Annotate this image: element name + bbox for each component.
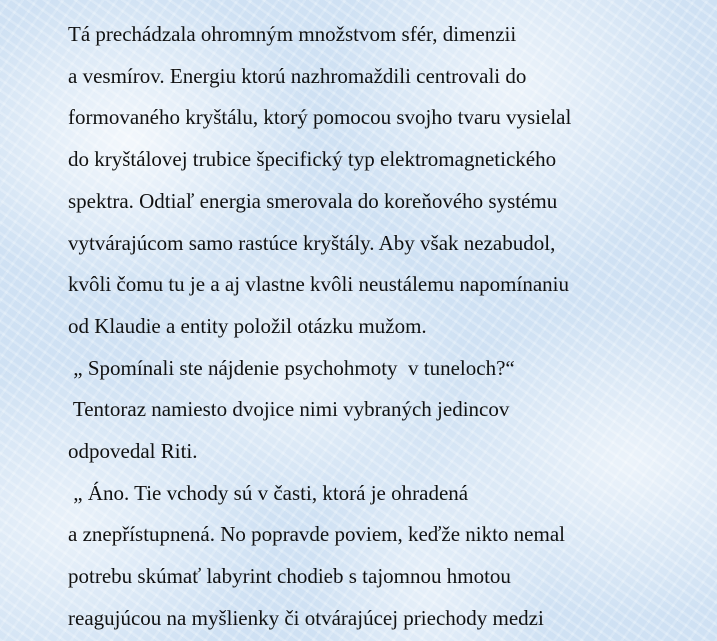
document-text [68, 14, 708, 640]
text-line: „ Spomínali ste nájdenie psychohmoty v tuneloch?“ [68, 355, 515, 380]
text-line: a znepřístupnená. No popravde poviem, keďže nikto nemal [68, 522, 565, 547]
text-line: formovaného kryštálu, ktorý pomocou svojho tvaru vysielal [68, 105, 572, 130]
text-line: „ Áno. Tie vchody sú v časti, ktorá je ohradená [68, 480, 469, 505]
text-line: od Klaudie a entity položil otázku mužom. [68, 313, 427, 338]
text-line: Tentoraz namiesto dvojice nimi vybraných jedincov [68, 397, 510, 422]
text-line: spektra. Odtiaľ energia smerovala do koreňového systému [68, 188, 558, 213]
text-line: vytvárajúcom samo rastúce kryštály. Aby však nezabudol, [68, 230, 556, 255]
text-line: reagujúcou na myšlienky či otvárajúcej priechody medzi [68, 605, 544, 630]
text-line: do kryštálovej trubice špecifický typ elektromagnetického [68, 147, 557, 172]
text-line: Tá prechádzala ohromným množstvom sfér, dimenzii [68, 22, 517, 46]
text-line: potrebu skúmať labyrint chodieb s tajomnou hmotou [68, 564, 511, 589]
text-line: kvôli čomu tu je a aj vlastne kvôli neustálemu napomínaniu [68, 272, 569, 297]
text-line: a vesmírov. Energiu ktorú nazhromaždili centrovali do [68, 63, 527, 88]
text-line: odpovedal Riti. [68, 439, 198, 464]
